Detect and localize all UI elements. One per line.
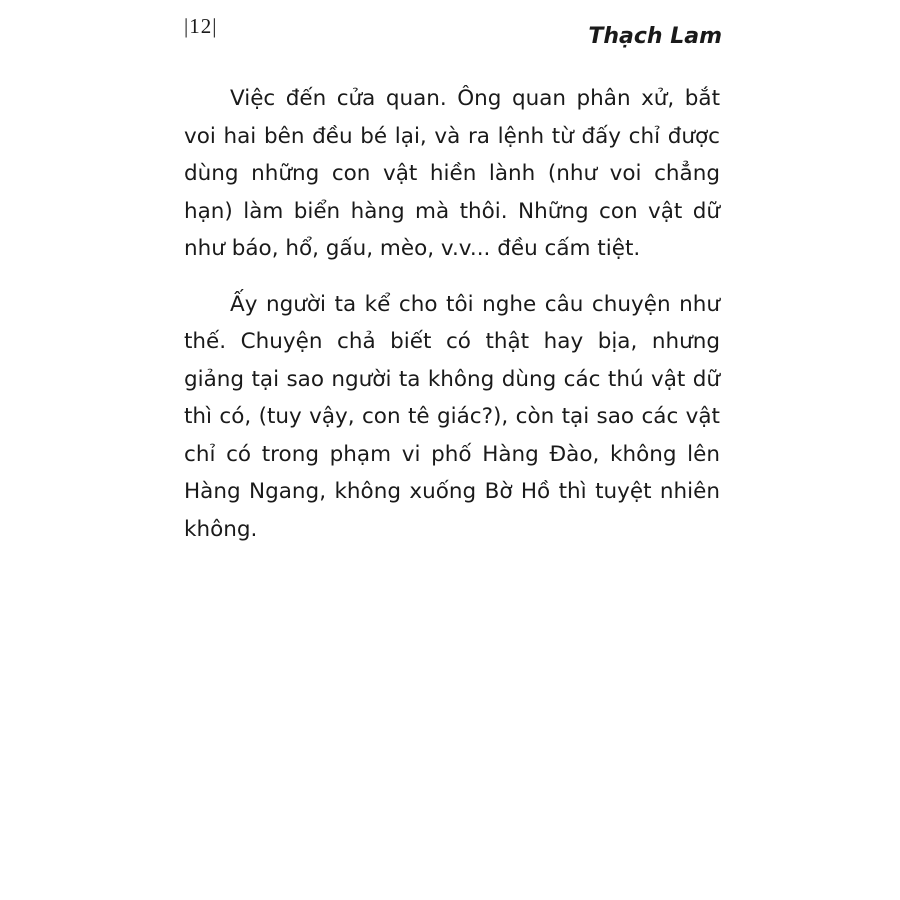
page-number: |12|: [184, 14, 218, 38]
body-text: [184, 80, 720, 566]
paragraph: Ấy người ta kể cho tôi nghe câu chuyện như thế. Chuyện chả biết có thật hay bịa, nhưng giảng tại sao người ta không dùng các thú vật dữ thì có, (tuy vậy, con tê giác?), còn tại sao các vật chỉ có trong phạm vi phố Hàng Đào, không lên Hàng Ngang, không xuống Bờ Hồ thì tuyệt nhiên không.: [184, 291, 720, 542]
running-title: Thạch Lam: [588, 24, 722, 49]
paragraph: Việc đến cửa quan. Ông quan phân xử, bắt voi hai bên đều bé lại, và ra lệnh từ đấy chỉ được dùng những con vật hiền lành (như voi chẳng hạn) làm biển hàng mà thôi. Những con vật dữ như báo, hổ, gấu, mèo, v.v... đều cấm tiệt.: [184, 86, 720, 261]
